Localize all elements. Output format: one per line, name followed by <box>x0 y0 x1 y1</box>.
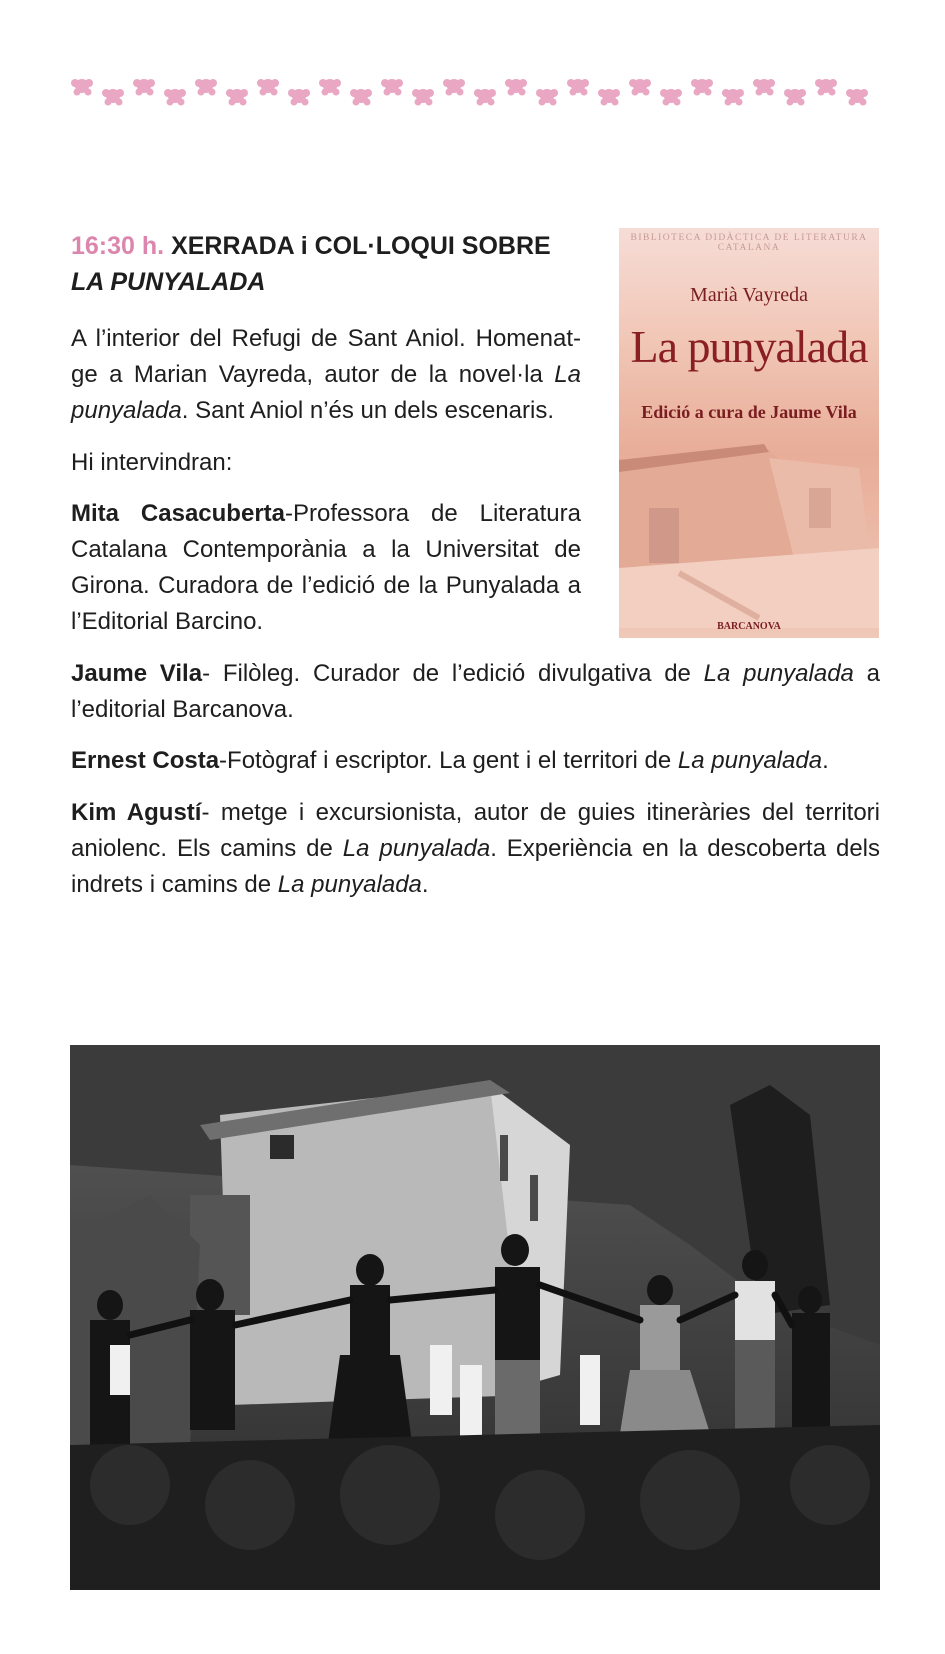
floral-motif <box>412 89 434 106</box>
floral-motif <box>443 79 465 96</box>
cover-farmhouse-illustration <box>619 438 879 628</box>
floral-motif <box>660 89 682 106</box>
participant-kim-agusti: Kim Agustí- metge i excursionista, autor de guies itineràries del territori aniolenc. Els camins de La punyalada. Experiència en la descoberta dels indrets i camins de La punyalada. <box>71 799 881 898</box>
event-time: 16:30 h. <box>71 232 165 260</box>
floral-motif <box>319 79 341 96</box>
participant-ernest-costa: Ernest Costa-Fotògraf i escriptor. La gent i el territori de La punyalada. <box>71 747 829 774</box>
floral-motif <box>505 79 527 96</box>
floral-motif <box>691 79 713 96</box>
participant-name: Jaume Vila <box>71 660 203 687</box>
floral-motif <box>102 89 124 106</box>
floral-motif <box>753 79 775 96</box>
event-heading <box>71 228 581 300</box>
participant-name: Ernest Costa <box>71 747 220 774</box>
floral-motif <box>164 89 186 106</box>
event-title: XERRADA i COL·LOQUI SOBRE <box>171 232 551 260</box>
participant-mita-casacuberta: Mita Casacuberta-Professora de Literatura Catalana Contemporània a la Universitat de Girona. Curadora de l’edició de la Punyalada a l’Editorial Barcino. <box>71 500 581 635</box>
historic-dance-photo <box>70 1045 880 1590</box>
intro-paragraph: A l’interior del Refugi de Sant Aniol. Homenat-ge a Marian Vayreda, autor de la novel·la La punyalada. Sant Aniol n’és un dels escenaris. <box>71 325 581 424</box>
participant-jaume-vila: Jaume Vila- Filòleg. Curador de l’edició divulgativa de La punyalada a l’editorial Barcanova. <box>71 660 881 723</box>
floral-motif <box>71 79 93 96</box>
book-cover-image <box>619 228 879 638</box>
cover-series: BIBLIOTECA DIDÀCTICA DE LITERATURA CATALANA <box>630 233 868 253</box>
floral-motif <box>536 89 558 106</box>
floral-motif <box>257 79 279 96</box>
cover-publisher: BARCANOVA <box>717 621 781 632</box>
cover-title: La punyalada <box>630 321 868 372</box>
floral-motif <box>722 89 744 106</box>
floral-motif <box>195 79 217 96</box>
floral-motif <box>350 89 372 106</box>
floral-motif <box>815 79 837 96</box>
floral-motif <box>784 89 806 106</box>
floral-motif <box>846 89 868 106</box>
floral-motif <box>474 89 496 106</box>
floral-motif <box>226 89 248 106</box>
floral-motif <box>567 79 589 96</box>
floral-motif <box>133 79 155 96</box>
participant-name: Kim Agustí <box>71 799 202 826</box>
participants-intro: Hi intervindran: <box>71 449 233 476</box>
cover-author: Marià Vayreda <box>690 284 808 306</box>
floral-motif <box>629 79 651 96</box>
floral-motif <box>598 89 620 106</box>
floral-border-ornament <box>70 68 880 114</box>
floral-motif <box>381 79 403 96</box>
floral-motif <box>288 89 310 106</box>
event-title-book: LA PUNYALADA <box>71 268 266 296</box>
participant-name: Mita Casacuberta <box>71 500 285 527</box>
cover-subtitle: Edició a cura de Jaume Vila <box>641 402 857 422</box>
